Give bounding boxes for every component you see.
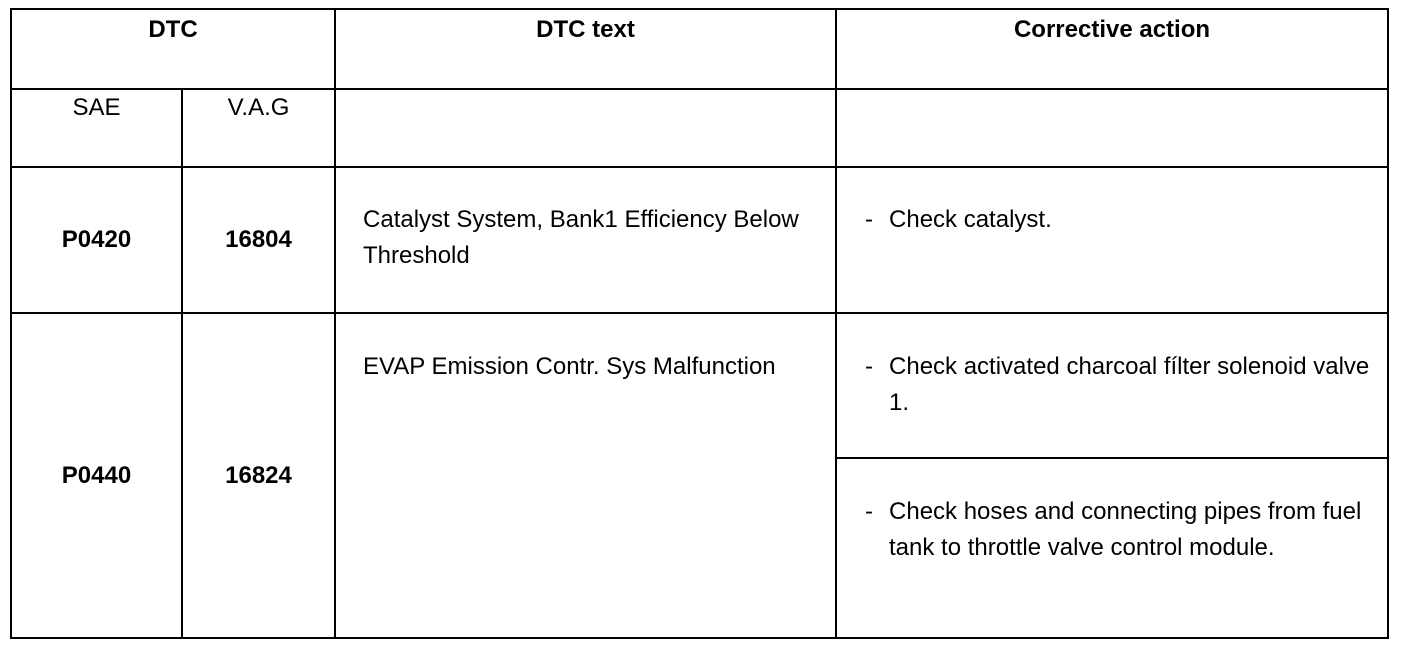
action-text: Check hoses and connecting pipes from fuel tank to throttle valve control module.: [889, 498, 1362, 561]
dash-bullet: -: [865, 353, 874, 380]
action-item: [865, 202, 1377, 238]
action-item: [865, 349, 1377, 421]
dash-bullet: -: [865, 498, 874, 525]
action-text: Check catalyst.: [889, 206, 1052, 233]
sae-code: P0420: [11, 167, 182, 313]
corrective-action: [836, 458, 1388, 638]
dtc-text: Catalyst System, Bank1 Efficiency Below Threshold: [335, 167, 836, 313]
corrective-action: [836, 167, 1388, 313]
subheader-empty-text: [335, 89, 836, 167]
table-row: [11, 313, 1388, 458]
dtc-table: [10, 8, 1389, 639]
corrective-action: [836, 313, 1388, 458]
header-dtc: DTC: [11, 9, 335, 89]
subheader-empty-action: [836, 89, 1388, 167]
vag-code: 16824: [182, 313, 335, 638]
header-row: [11, 9, 1388, 89]
dash-bullet: -: [865, 206, 874, 233]
dtc-text: EVAP Emission Contr. Sys Malfunction: [335, 313, 836, 638]
subheader-sae: SAE: [11, 89, 182, 167]
subheader-row: [11, 89, 1388, 167]
sae-code: P0440: [11, 313, 182, 638]
action-text: Check activated charcoal fílter solenoid valve 1.: [889, 353, 1370, 416]
action-item: [865, 494, 1377, 566]
vag-code: 16804: [182, 167, 335, 313]
header-corrective-action: Corrective action: [836, 9, 1388, 89]
table-row: [11, 167, 1388, 313]
header-dtc-text: DTC text: [335, 9, 836, 89]
subheader-vag: V.A.G: [182, 89, 335, 167]
